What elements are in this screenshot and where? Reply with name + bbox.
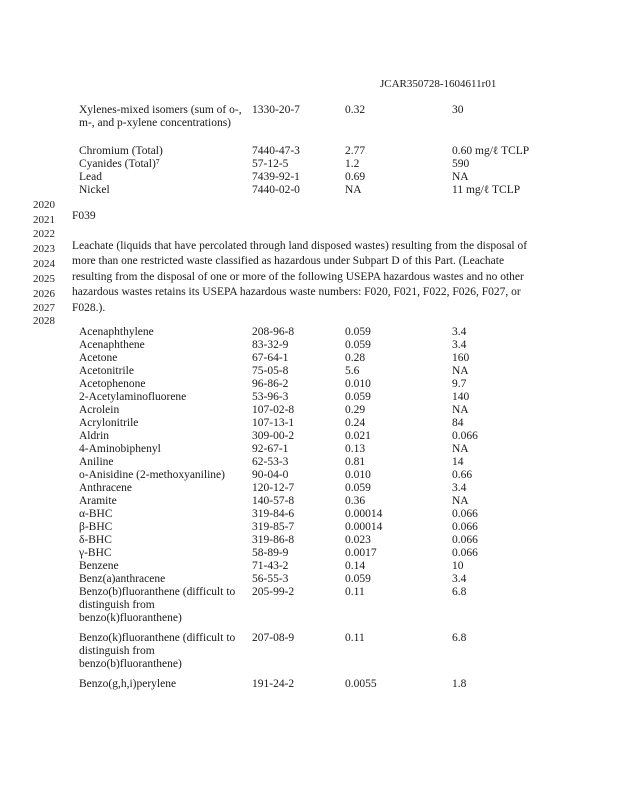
constituent-name: Nickel bbox=[79, 184, 110, 196]
cas-number: 107-13-1 bbox=[252, 417, 295, 429]
constituent-name: Benzene bbox=[79, 560, 119, 572]
line-number: 2023 bbox=[33, 243, 55, 255]
nonwastewater-standard: 0.066 bbox=[452, 508, 478, 520]
cas-number: 7440-47-3 bbox=[252, 145, 300, 157]
constituent-name: Benzo(b)fluoranthene (difficult to distinguish from benzo(k)fluoranthene) bbox=[79, 586, 236, 624]
cas-number: 207-08-9 bbox=[252, 632, 295, 644]
wastewater-standard: 0.13 bbox=[345, 443, 366, 455]
wastewater-standard: 0.059 bbox=[345, 482, 371, 494]
nonwastewater-standard: 6.8 bbox=[452, 586, 467, 598]
cas-number: 7440-02-0 bbox=[252, 184, 300, 196]
wastewater-standard: 0.36 bbox=[345, 495, 366, 507]
constituent-name: Chromium (Total) bbox=[79, 145, 163, 157]
line-number: 2025 bbox=[33, 273, 55, 285]
line-number: 2028 bbox=[33, 315, 55, 327]
line-number: 2022 bbox=[33, 228, 55, 240]
constituent-name: Aldrin bbox=[79, 430, 110, 442]
constituent-name: 4-Aminobiphenyl bbox=[79, 443, 161, 455]
constituent-name: β-BHC bbox=[79, 521, 113, 533]
constituent-name: Aniline bbox=[79, 456, 114, 468]
line-number: 2027 bbox=[33, 302, 55, 314]
waste-description: Leachate (liquids that have percolated through land disposed wastes) resulting from the disposal of more than one restricted waste classified as hazardous under Subpart D of this Part. (Leachate resulting from the disposal of one or more of the following USEPA hazardous wastes and no other hazardous wastes retains its USEPA hazardous waste numbers: F020, F021, F022, F026, F027, or F028.). bbox=[72, 240, 528, 314]
cas-number: 96-86-2 bbox=[252, 378, 289, 390]
cas-number: 71-43-2 bbox=[252, 560, 289, 572]
nonwastewater-standard: 3.4 bbox=[452, 573, 467, 585]
cas-number: 140-57-8 bbox=[252, 495, 295, 507]
wastewater-standard: 0.00014 bbox=[345, 508, 383, 520]
nonwastewater-standard: NA bbox=[452, 365, 469, 377]
constituent-name: Acrolein bbox=[79, 404, 120, 416]
wastewater-standard: NA bbox=[345, 184, 362, 196]
constituent-name: Acetophenone bbox=[79, 378, 146, 390]
cas-number: 107-02-8 bbox=[252, 404, 295, 416]
cas-number: 1330-20-7 bbox=[252, 104, 300, 116]
constituent-name: Benzo(g,h,i)perylene bbox=[79, 678, 177, 690]
wastewater-standard: 0.0055 bbox=[345, 678, 377, 690]
constituent-name: Acenaphthylene bbox=[79, 326, 154, 338]
cas-number: 7439-92-1 bbox=[252, 171, 300, 183]
line-number: 2024 bbox=[33, 258, 55, 270]
nonwastewater-standard: 0.66 bbox=[452, 469, 473, 481]
constituent-name: Benz(a)anthracene bbox=[79, 573, 166, 585]
constituent-name: 2-Acetylaminofluorene bbox=[79, 391, 187, 403]
wastewater-standard: 0.11 bbox=[345, 632, 365, 644]
cas-number: 120-12-7 bbox=[252, 482, 295, 494]
wastewater-standard: 0.059 bbox=[345, 573, 371, 585]
wastewater-standard: 0.69 bbox=[345, 171, 366, 183]
nonwastewater-standard: 10 bbox=[452, 560, 464, 572]
nonwastewater-standard: 140 bbox=[452, 391, 470, 403]
cas-number: 319-85-7 bbox=[252, 521, 295, 533]
cas-number: 58-89-9 bbox=[252, 547, 289, 559]
wastewater-standard: 1.2 bbox=[345, 158, 360, 170]
nonwastewater-standard: 3.4 bbox=[452, 326, 467, 338]
cas-number: 309-00-2 bbox=[252, 430, 295, 442]
cas-number: 57-12-5 bbox=[252, 158, 289, 170]
nonwastewater-standard: 9.7 bbox=[452, 378, 467, 390]
wastewater-standard: 0.010 bbox=[345, 378, 371, 390]
nonwastewater-standard: 30 bbox=[452, 104, 464, 116]
nonwastewater-standard: 11 mg/ℓ TCLP bbox=[452, 184, 521, 196]
cas-number: 319-84-6 bbox=[252, 508, 295, 520]
cas-number: 56-55-3 bbox=[252, 573, 289, 585]
nonwastewater-standard: 0.066 bbox=[452, 521, 478, 533]
cas-number: 53-96-3 bbox=[252, 391, 289, 403]
wastewater-standard: 0.00014 bbox=[345, 521, 383, 533]
nonwastewater-standard: NA bbox=[452, 171, 469, 183]
cas-number: 208-96-8 bbox=[252, 326, 295, 338]
nonwastewater-standard: 6.8 bbox=[452, 632, 467, 644]
wastewater-standard: 0.81 bbox=[345, 456, 366, 468]
wastewater-standard: 0.24 bbox=[345, 417, 366, 429]
wastewater-standard: 0.29 bbox=[345, 404, 366, 416]
nonwastewater-standard: 0.066 bbox=[452, 534, 478, 546]
nonwastewater-standard: 3.4 bbox=[452, 339, 467, 351]
nonwastewater-standard: 3.4 bbox=[452, 482, 467, 494]
nonwastewater-standard: NA bbox=[452, 404, 469, 416]
constituent-name: Acetone bbox=[79, 352, 118, 364]
line-number: 2021 bbox=[33, 214, 55, 226]
cas-number: 205-99-2 bbox=[252, 586, 295, 598]
constituent-name: Acetonitrile bbox=[79, 365, 134, 377]
wastewater-standard: 2.77 bbox=[345, 145, 366, 157]
cas-number: 191-24-2 bbox=[252, 678, 295, 690]
constituent-name: Acrylonitrile bbox=[79, 417, 139, 429]
wastewater-standard: 0.023 bbox=[345, 534, 371, 546]
nonwastewater-standard: 0.066 bbox=[452, 430, 478, 442]
constituent-name: Cyanides (Total)⁷ bbox=[79, 158, 160, 170]
wastewater-standard: 0.11 bbox=[345, 586, 365, 598]
constituent-name: Anthracene bbox=[79, 482, 132, 494]
constituent-name: Aramite bbox=[79, 495, 117, 507]
cas-number: 75-05-8 bbox=[252, 365, 289, 377]
nonwastewater-standard: NA bbox=[452, 495, 469, 507]
constituent-name: Benzo(k)fluoranthene (difficult to distinguish from benzo(b)fluoranthene) bbox=[79, 632, 236, 670]
nonwastewater-standard: 0.066 bbox=[452, 547, 478, 559]
nonwastewater-standard: 1.8 bbox=[452, 678, 467, 690]
constituent-name: δ-BHC bbox=[79, 534, 112, 546]
line-number: 2020 bbox=[33, 199, 55, 211]
cas-number: 83-32-9 bbox=[252, 339, 289, 351]
wastewater-standard: 0.32 bbox=[345, 104, 366, 116]
wastewater-standard: 0.059 bbox=[345, 391, 371, 403]
wastewater-standard: 0.28 bbox=[345, 352, 366, 364]
wastewater-standard: 0.021 bbox=[345, 430, 371, 442]
wastewater-standard: 0.0017 bbox=[345, 547, 377, 559]
constituent-name: Lead bbox=[79, 171, 102, 183]
cas-number: 90-04-0 bbox=[252, 469, 289, 481]
constituent-name: α-BHC bbox=[79, 508, 113, 520]
document-id: JCAR350728-1604611r01 bbox=[380, 78, 497, 90]
nonwastewater-standard: 590 bbox=[452, 158, 470, 170]
wastewater-standard: 0.14 bbox=[345, 560, 366, 572]
nonwastewater-standard: 160 bbox=[452, 352, 470, 364]
cas-number: 62-53-3 bbox=[252, 456, 289, 468]
waste-code: F039 bbox=[72, 210, 96, 222]
constituent-name: o-Anisidine (2-methoxyaniline) bbox=[79, 469, 225, 481]
cas-number: 67-64-1 bbox=[252, 352, 289, 364]
nonwastewater-standard: 84 bbox=[452, 417, 464, 429]
nonwastewater-standard: 0.60 mg/ℓ TCLP bbox=[452, 145, 530, 157]
nonwastewater-standard: NA bbox=[452, 443, 469, 455]
cas-number: 319-86-8 bbox=[252, 534, 295, 546]
wastewater-standard: 0.059 bbox=[345, 339, 371, 351]
cas-number: 92-67-1 bbox=[252, 443, 289, 455]
constituent-name: Acenaphthene bbox=[79, 339, 145, 351]
wastewater-standard: 0.059 bbox=[345, 326, 371, 338]
constituent-name: Xylenes-mixed isomers (sum of o-, m-, and p-xylene concentrations) bbox=[79, 104, 242, 129]
constituent-name: γ-BHC bbox=[79, 547, 112, 559]
wastewater-standard: 5.6 bbox=[345, 365, 360, 377]
nonwastewater-standard: 14 bbox=[452, 456, 464, 468]
wastewater-standard: 0.010 bbox=[345, 469, 371, 481]
line-number: 2026 bbox=[33, 288, 55, 300]
